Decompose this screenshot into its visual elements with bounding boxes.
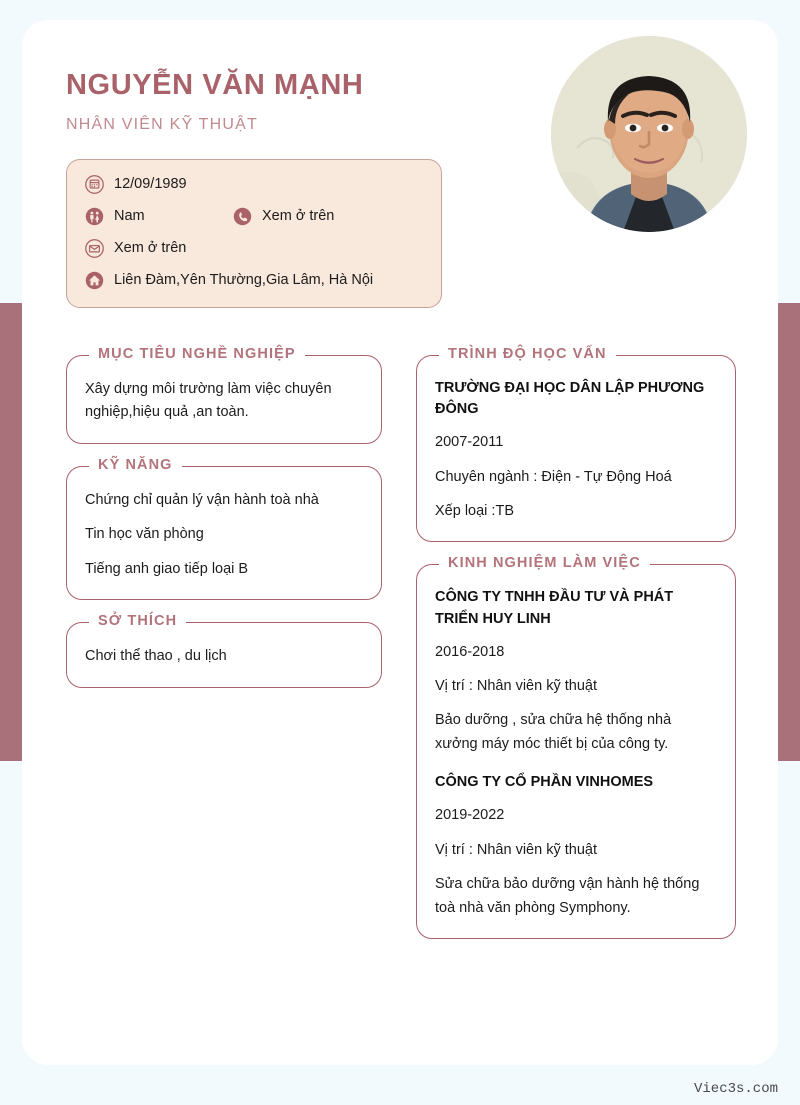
contact-row-birthday xyxy=(85,174,423,195)
avatar xyxy=(551,36,747,232)
experience-entry xyxy=(435,772,717,920)
hobbies-text: Chơi thể thao , du lịch xyxy=(85,648,227,665)
list-item: Chứng chỉ quản lý vận hành toà nhà xyxy=(85,491,319,508)
section-objective xyxy=(66,346,382,444)
experience-years: 2016-2018 xyxy=(435,643,505,660)
experience-years: 2019-2022 xyxy=(435,807,505,824)
contact-row-address xyxy=(85,270,423,291)
section-title-hobbies: SỞ THÍCH xyxy=(89,613,186,629)
list-item: Tiếng anh giao tiếp loại B xyxy=(85,560,249,577)
experience-description: Sửa chữa bảo dưỡng vận hành hệ thống toà nhà văn phòng Symphony. xyxy=(435,876,700,916)
experience-position: Vị trí : Nhân viên kỹ thuật xyxy=(435,678,597,694)
envelope-icon xyxy=(85,239,104,258)
candidate-name: NGUYỄN VĂN MẠNH xyxy=(66,69,364,101)
education-years: 2007-2011 xyxy=(435,434,504,451)
contact-row-gender-phone xyxy=(85,206,423,227)
decorative-bar-left xyxy=(0,303,22,761)
email-value: Xem ở trên xyxy=(114,240,187,257)
decorative-bar-right xyxy=(778,303,800,761)
gender-icon xyxy=(85,207,104,226)
objective-text: Xây dựng môi trường làm việc chuyên nghiệp,hiệu quả ,an toàn. xyxy=(85,381,332,421)
section-experience xyxy=(416,555,736,939)
experience-description: Bảo dưỡng , sửa chữa hệ thống nhà xưởng máy móc thiết bị của công ty. xyxy=(435,712,672,752)
right-column xyxy=(416,346,736,961)
section-title-education: TRÌNH ĐỘ HỌC VẤN xyxy=(439,346,616,362)
phone-value: Xem ở trên xyxy=(262,208,335,225)
list-item: Tin học văn phòng xyxy=(85,526,204,543)
education-entry xyxy=(435,378,717,523)
phone-icon xyxy=(233,207,252,226)
objective-body xyxy=(85,378,363,425)
cv-card xyxy=(22,20,778,1065)
school-name: TRƯỜNG ĐẠI HỌC DÂN LẬP PHƯƠNG ĐÔNG xyxy=(435,380,705,418)
address-value: Liên Đàm,Yên Thường,Gia Lâm, Hà Nội xyxy=(114,272,374,289)
hobbies-body xyxy=(85,645,363,668)
gender-value: Nam xyxy=(114,208,145,225)
skills-body xyxy=(85,489,363,581)
experience-body xyxy=(435,587,717,920)
contact-row-email xyxy=(85,238,423,259)
section-hobbies xyxy=(66,613,382,687)
company-name: CÔNG TY TNHH ĐẦU TƯ VÀ PHÁT TRIỂN HUY LINH xyxy=(435,589,674,627)
candidate-title: NHÂN VIÊN KỸ THUẬT xyxy=(66,116,258,133)
section-title-experience: KINH NGHIỆM LÀM VIỆC xyxy=(439,555,650,571)
education-body xyxy=(435,378,717,523)
cv-header xyxy=(22,20,778,350)
section-education xyxy=(416,346,736,542)
section-skills xyxy=(66,456,382,600)
calendar-icon xyxy=(85,175,104,194)
experience-entry xyxy=(435,587,717,756)
experience-position: Vị trí : Nhân viên kỹ thuật xyxy=(435,841,597,858)
section-title-objective: MỤC TIÊU NGHỀ NGHIỆP xyxy=(89,346,305,362)
section-title-skills: KỸ NĂNG xyxy=(89,457,182,473)
left-column xyxy=(66,346,382,710)
contact-info-box xyxy=(66,159,442,308)
site-watermark: Viec3s.com xyxy=(693,1081,778,1097)
education-major: Chuyên ngành : Điện - Tự Động Hoá xyxy=(435,468,672,485)
home-icon xyxy=(85,271,104,290)
company-name: CÔNG TY CỔ PHẦN VINHOMES xyxy=(435,774,654,791)
birthday-value: 12/09/1989 xyxy=(114,176,187,192)
education-grade: Xếp loại :TB xyxy=(435,503,514,519)
